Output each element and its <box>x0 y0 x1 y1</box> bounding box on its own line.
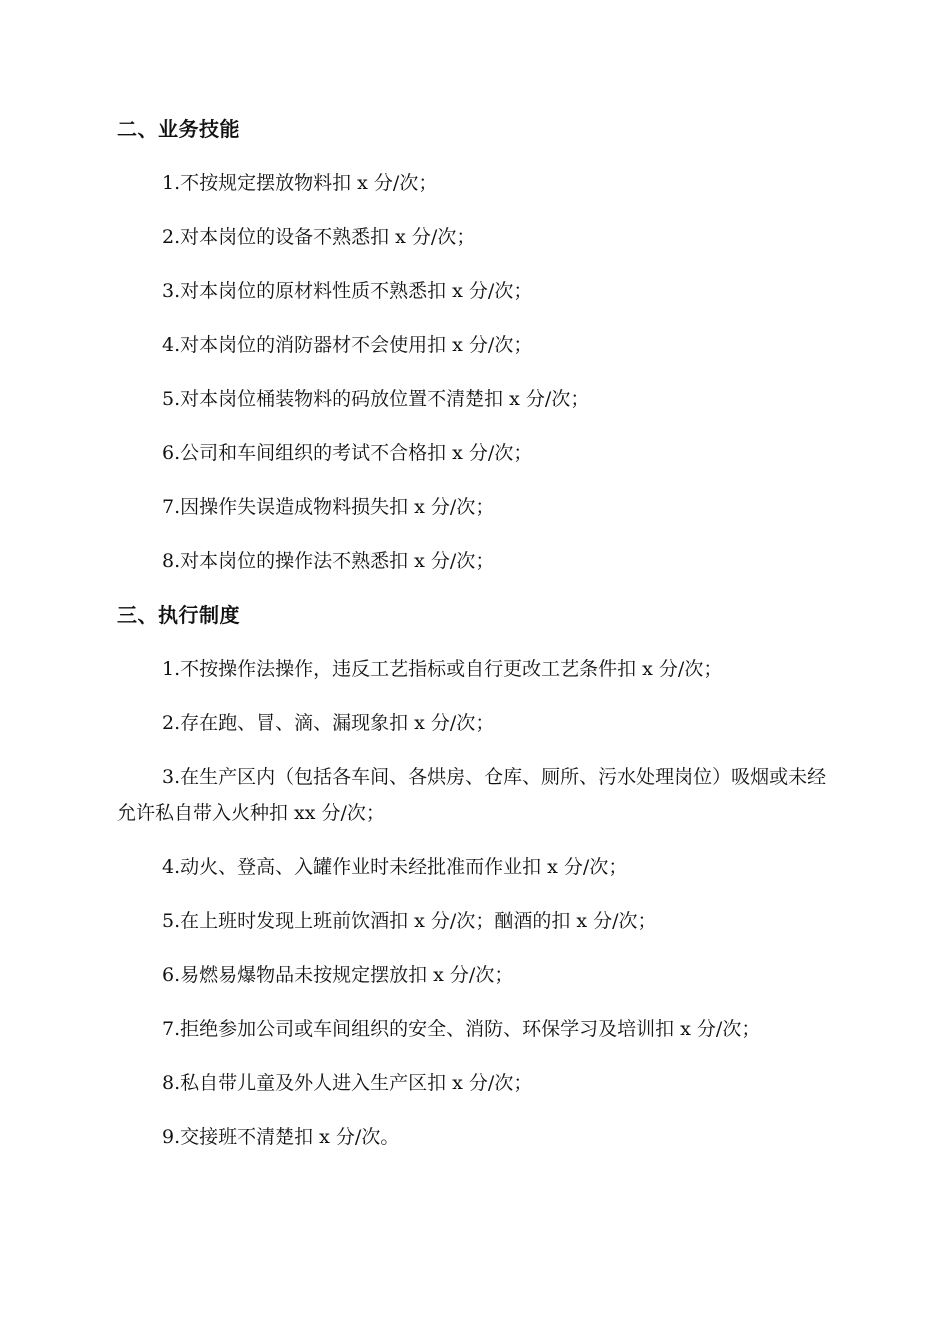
list-item: 2.对本岗位的设备不熟悉扣 x 分/次； <box>162 226 476 248</box>
list-item: 5.对本岗位桶装物料的码放位置不清楚扣 x 分/次； <box>162 388 590 410</box>
list-item: 3.对本岗位的原材料性质不熟悉扣 x 分/次； <box>162 280 533 302</box>
section-heading-execution-rules: 三、执行制度 <box>117 603 240 627</box>
list-item: 4.动火、登高、入罐作业时未经批准而作业扣 x 分/次； <box>162 856 628 878</box>
list-item: 6.公司和车间组织的考试不合格扣 x 分/次； <box>162 442 533 464</box>
section-heading-business-skills: 二、业务技能 <box>117 117 240 141</box>
list-item: 7.因操作失误造成物料损失扣 x 分/次； <box>162 496 495 518</box>
list-item: 8.对本岗位的操作法不熟悉扣 x 分/次； <box>162 550 495 572</box>
list-item: 5.在上班时发现上班前饮酒扣 x 分/次；酗酒的扣 x 分/次； <box>162 910 657 932</box>
list-item: 9.交接班不清楚扣 x 分/次。 <box>162 1126 400 1148</box>
list-item: 6.易燃易爆物品未按规定摆放扣 x 分/次； <box>162 964 514 986</box>
list-item: 1.不按操作法操作，违反工艺指标或自行更改工艺条件扣 x 分/次； <box>162 658 723 680</box>
list-item: 4.对本岗位的消防器材不会使用扣 x 分/次； <box>162 334 533 356</box>
list-item: 8.私自带儿童及外人进入生产区扣 x 分/次； <box>162 1072 533 1094</box>
list-item: 1.不按规定摆放物料扣 x 分/次； <box>162 172 438 194</box>
list-item: 2.存在跑、冒、滴、漏现象扣 x 分/次； <box>162 712 495 734</box>
document-body <box>117 111 833 1173</box>
list-item: 7.拒绝参加公司或车间组织的安全、消防、环保学习及培训扣 x 分/次； <box>162 1018 761 1040</box>
list-item: 3.在生产区内（包括各车间、各烘房、仓库、厕所、污水处理岗位）吸烟或未经允许私自带入火种扣 xx 分/次； <box>117 766 827 824</box>
